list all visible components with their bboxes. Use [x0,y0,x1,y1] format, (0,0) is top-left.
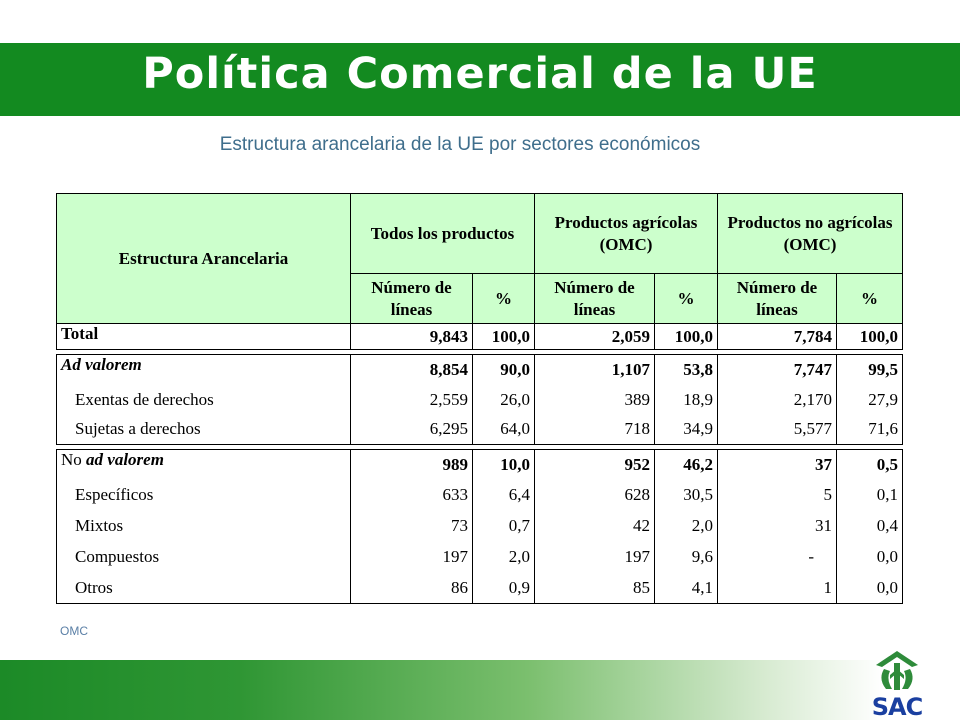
cell: 1 [718,573,837,604]
cell: 989 [351,450,473,480]
row-label [57,450,351,480]
cell: 0,7 [473,511,535,542]
cell: 7,784 [718,324,837,350]
cell: 34,9 [655,415,718,445]
row-label-italic: ad valorem [86,450,164,469]
cell: 197 [351,542,473,573]
group-header-nonagri: Productos no agrícolas (OMC) [718,194,903,274]
cell: 53,8 [655,355,718,385]
cell: 197 [535,542,655,573]
sac-logo [862,645,932,720]
cell: 100,0 [473,324,535,350]
row-label-prefix: No [61,450,82,469]
cell: 2,559 [351,385,473,415]
cell: 628 [535,480,655,511]
page-subtitle: Estructura arancelaria de la UE por sectores económicos [219,134,701,155]
leaf-icon [862,645,932,695]
cell: 633 [351,480,473,511]
cell: 9,843 [351,324,473,350]
table-row [57,511,903,542]
group-header-agri: Productos agrícolas (OMC) [535,194,718,274]
cell: 73 [351,511,473,542]
source-note: OMC [60,624,88,638]
group-header-all: Todos los productos [351,194,535,274]
cell: 5,577 [718,415,837,445]
cell: 1,107 [535,355,655,385]
row-label: Exentas de derechos [57,385,351,415]
cell: 2,170 [718,385,837,415]
cell: 0,0 [837,542,903,573]
cell: 952 [535,450,655,480]
cell: 7,747 [718,355,837,385]
cell: 9,6 [655,542,718,573]
cell: 100,0 [655,324,718,350]
cell: 64,0 [473,415,535,445]
cell: 4,1 [655,573,718,604]
table-row [57,542,903,573]
cell: 37 [718,450,837,480]
cell: 30,5 [655,480,718,511]
cell: 42 [535,511,655,542]
title-bar [0,43,960,116]
cell: 2,059 [535,324,655,350]
cell: 2,0 [473,542,535,573]
table-row [57,385,903,415]
corner-header: Estructura Arancelaria [57,194,351,324]
cell: 389 [535,385,655,415]
cell: 0,1 [837,480,903,511]
cell: 31 [718,511,837,542]
cell: 100,0 [837,324,903,350]
cell: 71,6 [837,415,903,445]
cell: 26,0 [473,385,535,415]
cell: 46,2 [655,450,718,480]
row-label: Compuestos [57,542,351,573]
cell: 10,0 [473,450,535,480]
cell: 0,4 [837,511,903,542]
row-label: Otros [57,573,351,604]
row-label: Mixtos [57,511,351,542]
cell: 2,0 [655,511,718,542]
no-ad-valorem-row [57,450,903,480]
cell: 99,5 [837,355,903,385]
footer-bar [0,660,960,720]
cell: 5 [718,480,837,511]
cell: 90,0 [473,355,535,385]
cell: 27,9 [837,385,903,415]
cell: 6,4 [473,480,535,511]
subheader-count: Número de líneas [535,274,655,324]
total-row [57,324,903,350]
logo-text: SAC [871,693,923,721]
table-row [57,573,903,604]
row-label: Sujetas a derechos [57,415,351,445]
ad-valorem-row [57,355,903,385]
cell: 0,5 [837,450,903,480]
table-row [57,480,903,511]
row-label: Total [57,324,351,350]
subheader-pct: % [655,274,718,324]
cell: 0,0 [837,573,903,604]
cell: 8,854 [351,355,473,385]
cell: - [718,542,837,573]
cell: 85 [535,573,655,604]
page-title: Política Comercial de la UE [142,49,818,99]
subheader-pct: % [837,274,903,324]
cell: 718 [535,415,655,445]
row-label: Específicos [57,480,351,511]
row-label: Ad valorem [57,355,351,385]
subheader-count: Número de líneas [718,274,837,324]
subheader-count: Número de líneas [351,274,473,324]
table-row [57,415,903,445]
cell: 0,9 [473,573,535,604]
cell: 18,9 [655,385,718,415]
cell: 6,295 [351,415,473,445]
cell: 86 [351,573,473,604]
subheader-pct: % [473,274,535,324]
tariff-structure-table [56,193,902,611]
